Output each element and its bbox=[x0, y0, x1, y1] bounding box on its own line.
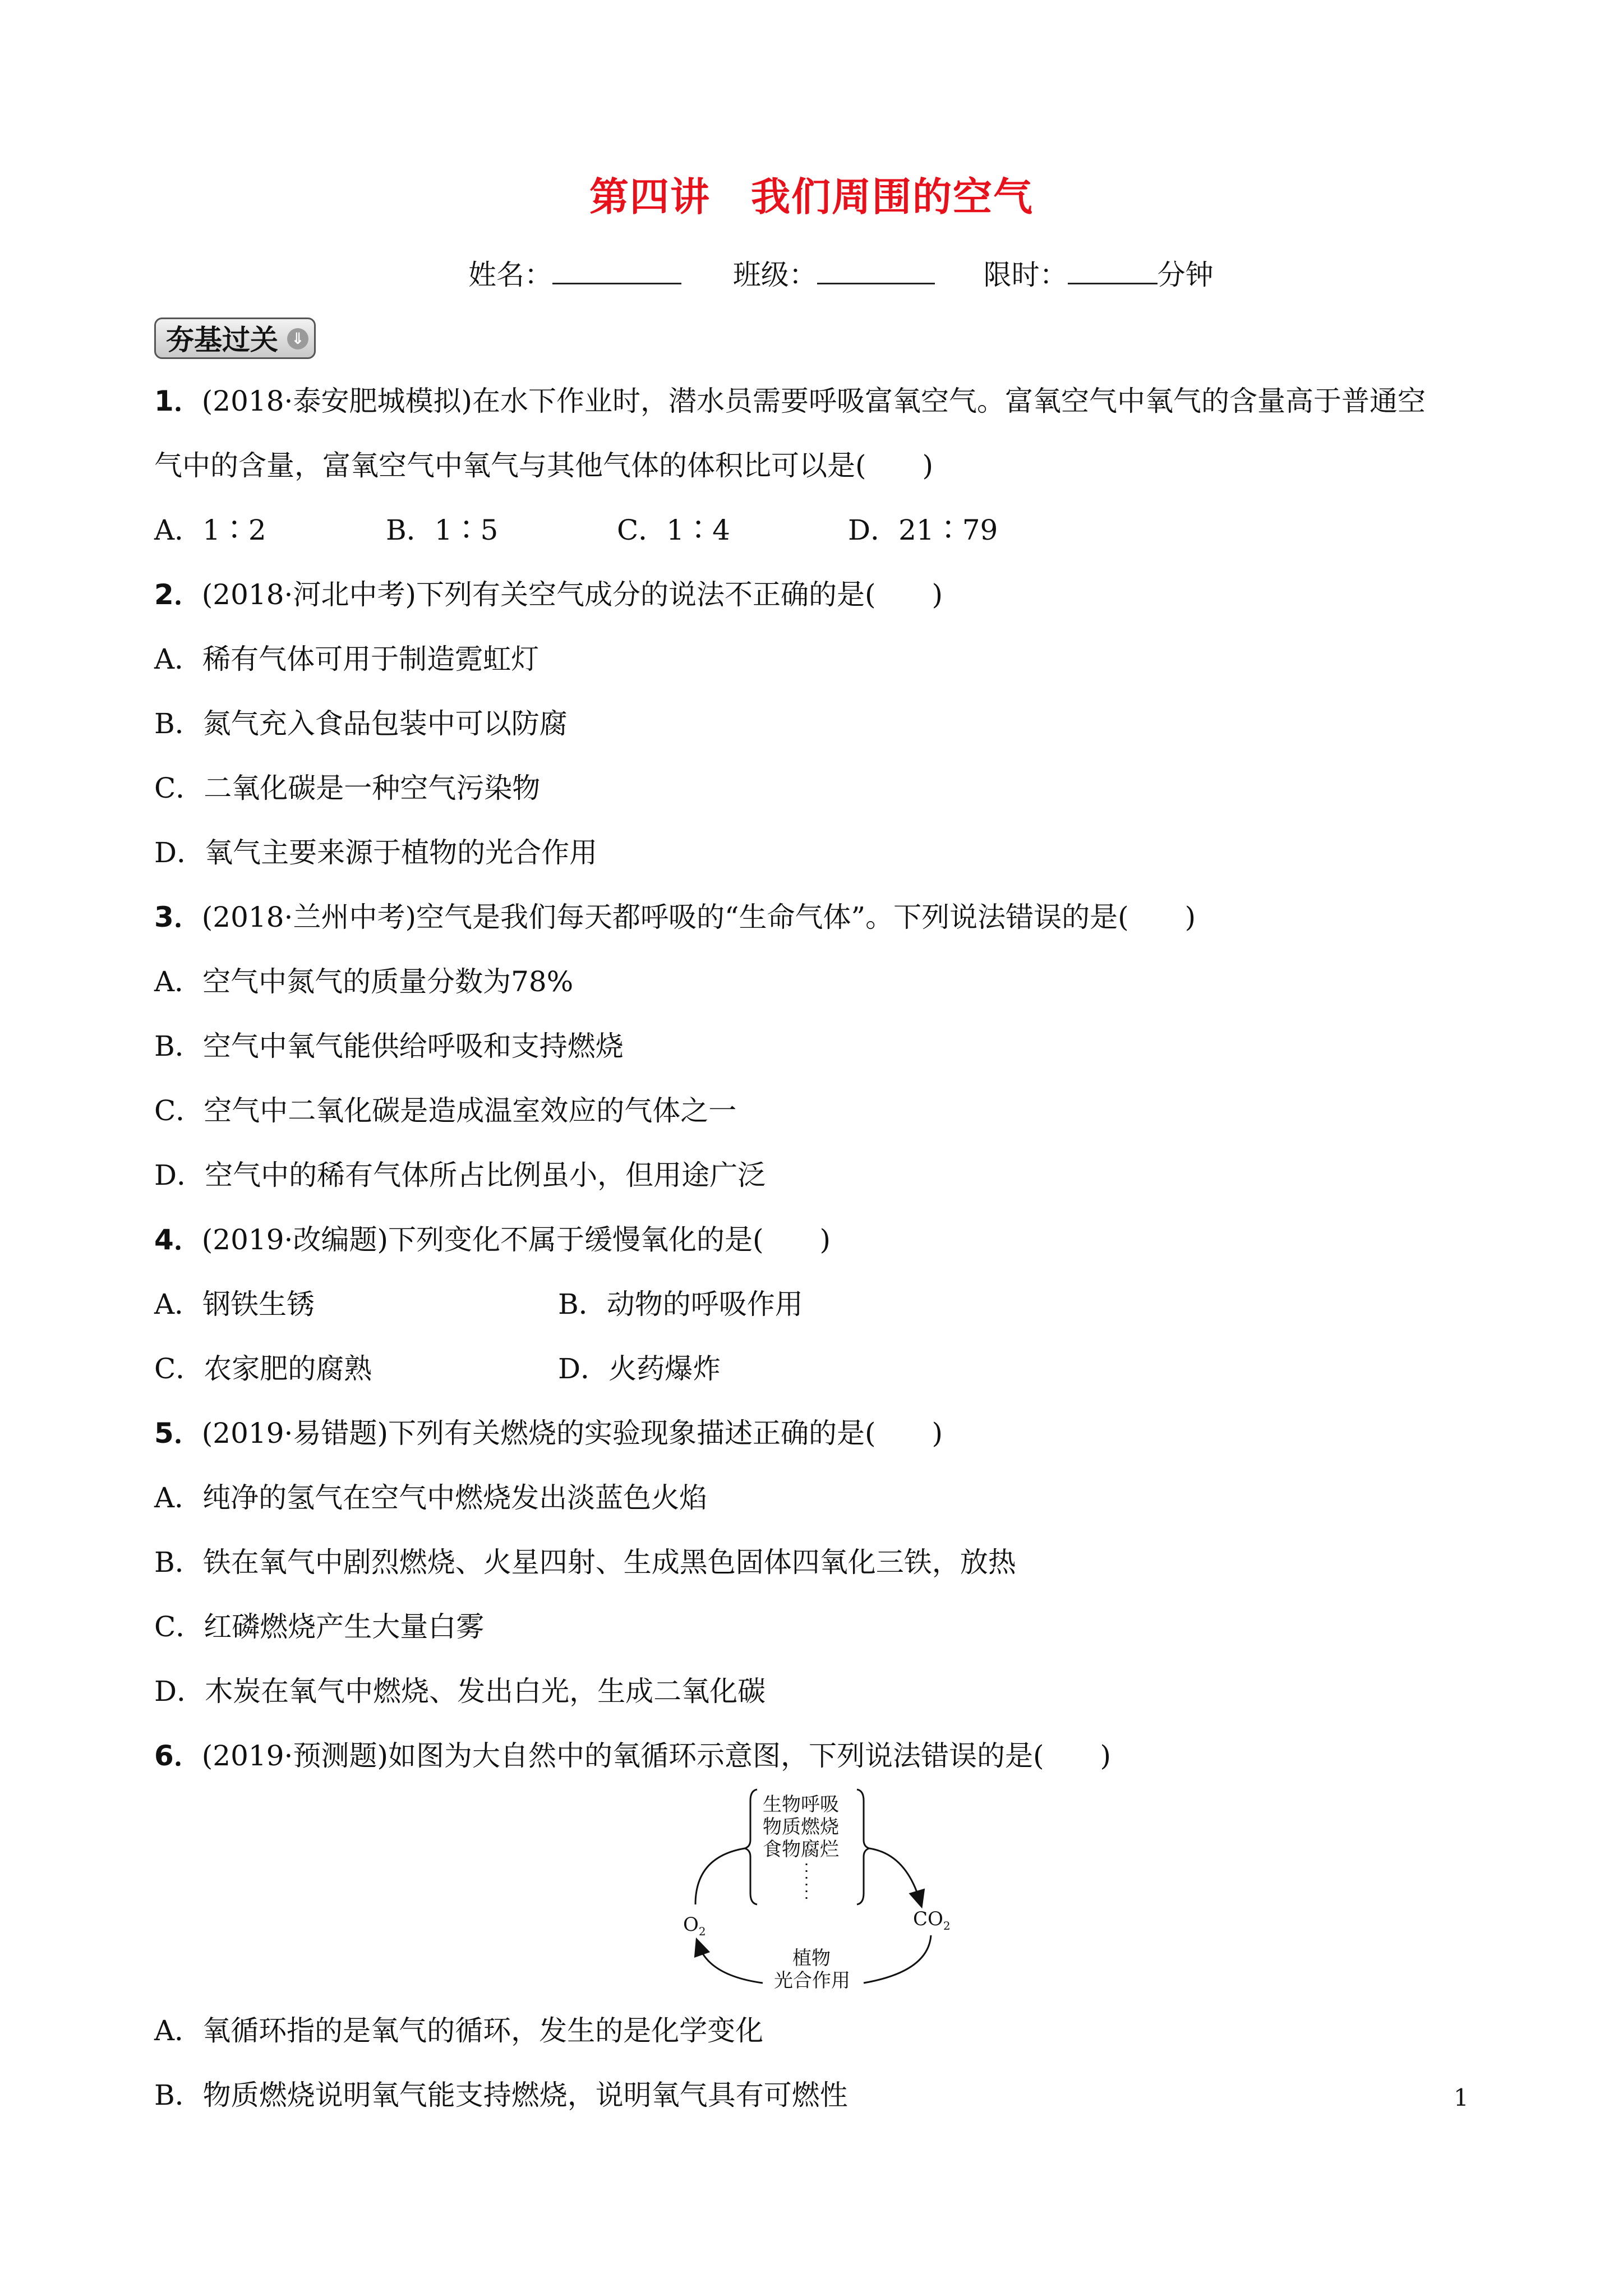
option-b[interactable]: B．动物的呼吸作用 bbox=[558, 1288, 803, 1320]
left-brace bbox=[745, 1789, 757, 1904]
option-b[interactable]: B．1∶5 bbox=[386, 514, 499, 546]
question-stem: (2019·易错题)下列有关燃烧的实验现象描述正确的是( ) bbox=[201, 1417, 943, 1450]
option-d[interactable]: D．火药爆炸 bbox=[558, 1352, 721, 1385]
option-b[interactable]: B．物质燃烧说明氧气能支持燃烧，说明氧气具有可燃性 bbox=[154, 2079, 848, 2111]
question-number: 4． bbox=[154, 1223, 202, 1256]
option-a[interactable]: A．纯净的氢气在空气中燃烧发出淡蓝色火焰 bbox=[154, 1481, 708, 1514]
student-info-row bbox=[468, 252, 1214, 293]
question-stem: (2018·河北中考)下列有关空气成分的说法不正确的是( ) bbox=[201, 578, 943, 611]
oxygen-cycle-diagram bbox=[679, 1767, 970, 1991]
co2-label: $CO_2$ bbox=[913, 1908, 951, 1932]
arc-plants-to-o2 bbox=[699, 1945, 763, 1983]
question-number: 6． bbox=[154, 1740, 202, 1772]
option-d[interactable]: D．木炭在氧气中燃烧、发出白光，生成二氧化碳 bbox=[154, 1675, 766, 1708]
name-label: 姓名： bbox=[468, 259, 552, 291]
option-c[interactable]: C．空气中二氧化碳是造成温室效应的气体之一 bbox=[154, 1094, 737, 1127]
question-number: 5． bbox=[154, 1417, 202, 1450]
option-d[interactable]: D．21∶79 bbox=[848, 514, 998, 546]
photosynthesis-label: 光合作用 bbox=[774, 1970, 850, 1991]
arc-co2-to-plants bbox=[864, 1935, 931, 1983]
process-label: 生物呼吸 bbox=[763, 1793, 839, 1816]
time-label: 限时： bbox=[983, 259, 1068, 291]
question-stem: (2019·预测题)如图为大自然中的氧循环示意图，下列说法错误的是( ) bbox=[201, 1740, 1111, 1772]
option-c[interactable]: C．二氧化碳是一种空气污染物 bbox=[154, 772, 541, 804]
option-b[interactable]: B．空气中氧气能供给呼吸和支持燃烧 bbox=[154, 1030, 624, 1062]
o2-label: $O_2$ bbox=[683, 1913, 706, 1938]
section-badge-label: 夯基过关 bbox=[166, 324, 278, 356]
option-a[interactable]: A．钢铁生锈 bbox=[154, 1288, 315, 1320]
process-label: 物质燃烧 bbox=[763, 1816, 839, 1838]
option-d[interactable]: D．氧气主要来源于植物的光合作用 bbox=[154, 836, 598, 869]
option-a[interactable]: A．1∶2 bbox=[154, 514, 266, 546]
question-2 bbox=[154, 578, 943, 611]
question-1-continued bbox=[154, 449, 933, 482]
page-title: 第四讲 我们周围的空气 bbox=[589, 174, 1034, 220]
option-c[interactable]: C．红磷燃烧产生大量白雾 bbox=[154, 1611, 485, 1643]
question-number: 1． bbox=[154, 385, 202, 417]
question-3 bbox=[154, 900, 1196, 934]
option-b[interactable]: B．铁在氧气中剧烈燃烧、火星四射、生成黑色固体四氧化三铁，放热 bbox=[154, 1546, 1016, 1579]
class-blank[interactable] bbox=[817, 258, 935, 284]
option-c[interactable]: C．农家肥的腐熟 bbox=[154, 1352, 372, 1385]
question-5 bbox=[154, 1416, 943, 1450]
question-stem: (2018·兰州中考)空气是我们每天都呼吸的“生命气体”。下列说法错误的是( ) bbox=[201, 901, 1196, 933]
time-unit: 分钟 bbox=[1157, 259, 1214, 291]
process-label: 食物腐烂 bbox=[763, 1838, 839, 1861]
question-stem: (2018·泰安肥城模拟)在水下作业时，潜水员需要呼吸富氧空气。富氧空气中氧气的含量高于普通空 bbox=[201, 385, 1426, 417]
option-a[interactable]: A．氧循环指的是氧气的循环，发生的是化学变化 bbox=[154, 2014, 764, 2047]
section-badge bbox=[154, 318, 316, 359]
name-blank[interactable] bbox=[552, 258, 681, 284]
plant-label: 植物 bbox=[792, 1947, 831, 1970]
question-number: 3． bbox=[154, 901, 202, 933]
question-number: 2． bbox=[154, 578, 202, 611]
question-stem: (2019·改编题)下列变化不属于缓慢氧化的是( ) bbox=[201, 1223, 831, 1256]
option-c[interactable]: C．1∶4 bbox=[617, 514, 730, 546]
class-label: 班级： bbox=[732, 259, 817, 291]
question-1 bbox=[154, 384, 1426, 418]
arc-o2-to-processes bbox=[695, 1848, 745, 1904]
arc-processes-to-co2 bbox=[869, 1848, 920, 1901]
page-number: 1 bbox=[1454, 2084, 1469, 2111]
option-a[interactable]: A．稀有气体可用于制造霓虹灯 bbox=[154, 643, 540, 675]
arrow-down-icon: ⇓ bbox=[287, 328, 308, 349]
question-stem: 气中的含量，富氧空气中氧气与其他气体的体积比可以是( ) bbox=[154, 449, 934, 482]
option-a[interactable]: A．空气中氮气的质量分数为78% bbox=[154, 965, 574, 998]
right-brace bbox=[857, 1789, 869, 1904]
question-4 bbox=[154, 1223, 831, 1257]
time-blank[interactable] bbox=[1068, 258, 1158, 284]
option-d[interactable]: D．空气中的稀有气体所占比例虽小，但用途广泛 bbox=[154, 1159, 766, 1191]
option-b[interactable]: B．氮气充入食品包装中可以防腐 bbox=[154, 707, 568, 740]
